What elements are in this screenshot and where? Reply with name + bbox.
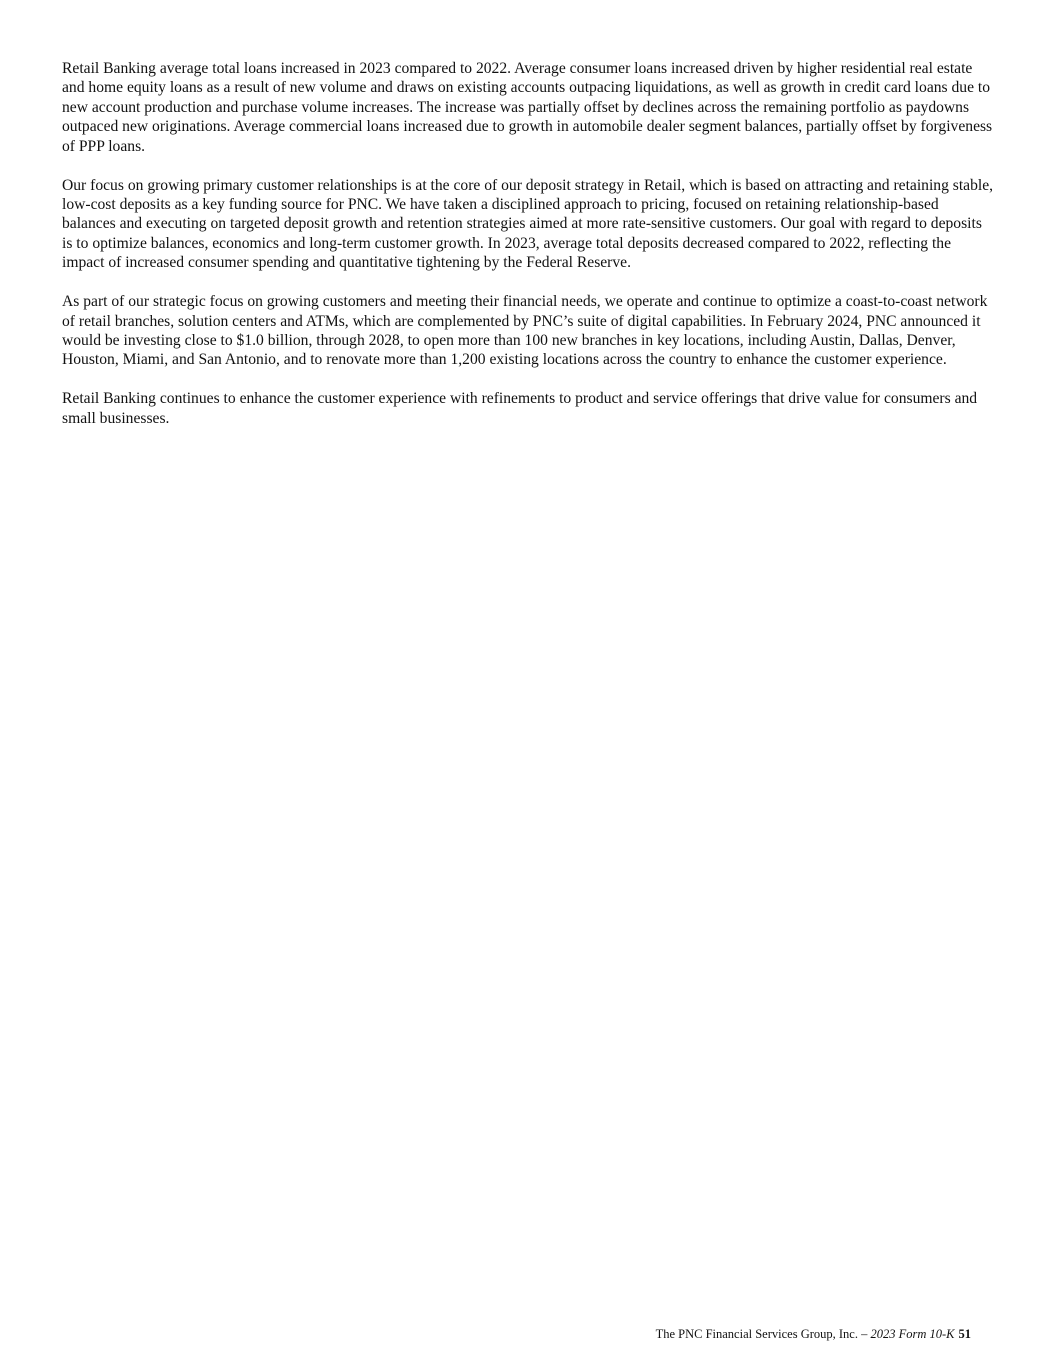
footer-company: The PNC Financial Services Group, Inc. – [655,1327,871,1341]
footer-form-title: 2023 Form 10-K [870,1327,955,1341]
paragraph-customer-experience: Retail Banking continues to enhance the customer experience with refinements to product and service offerings that drive value for consumers and small businesses. [62,390,978,427]
page-number: 51 [958,1327,971,1341]
paragraph-deposit-strategy: Our focus on growing primary customer relationships is at the core of our deposit strategy in Retail, which is based on attracting and retaining stable, low-cost deposits as a key funding source for PNC. We have taken a disciplined approach to pricing, focused on retaining relationship-based balances and executing on targeted deposit growth and retention strategies aimed at more rate-sensitive customers. Our goal with regard to deposits is to optimize balances, economics and long-term customer growth. In 2023, average total deposits decreased compared to 2022, reflecting the impact of increased consumer spending and quantitative tightening by the Federal Reserve. [62,176,994,272]
paragraph-retail-loans: Retail Banking average total loans increased in 2023 compared to 2022. Average consumer loans increased driven by higher residential real estate and home equity loans as a result of new volume and draws on existing accounts outpacing liquidations, as well as growth in credit card loans due to new account production and purchase volume increases. The increase was partially offset by declines across the remaining portfolio as paydowns outpaced new originations. Average commercial loans increased due to growth in automobile dealer segment balances, partially offset by forgiveness of PPP loans. [62,60,993,155]
document-body [62,59,996,448]
page-footer [656,1327,971,1342]
paragraph-branch-network: As part of our strategic focus on growing customers and meeting their financial needs, we operate and continue to optimize a coast-to-coast network of retail branches, solution centers and ATMs, which are complemented by PNC’s suite of digital capabilities. In February 2024, PNC announced it would be investing close to $1.0 billion, through 2028, to open more than 100 new branches in key locations, including Austin, Dallas, Denver, Houston, Miami, and San Antonio, and to renovate more than 1,200 existing locations across the country to enhance the customer experience. [62,293,988,369]
